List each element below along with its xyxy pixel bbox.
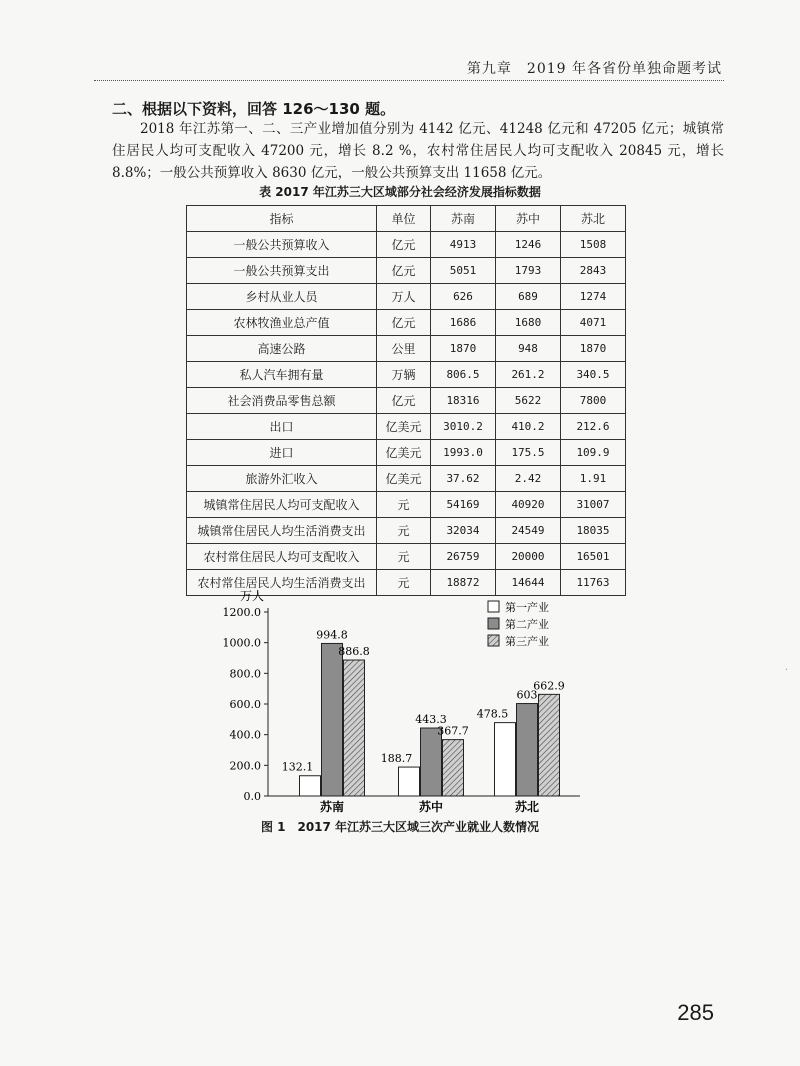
value-cell: 1.91 bbox=[561, 466, 626, 492]
y-tick-label: 600.0 bbox=[229, 698, 261, 711]
section-title: 二、根据以下资料，回答 126～130 题。 bbox=[112, 100, 396, 118]
y-tick-label: 800.0 bbox=[229, 667, 261, 681]
value-cell: 37.62 bbox=[431, 466, 496, 492]
unit-cell: 元 bbox=[377, 544, 431, 570]
bar-value-label: 132.1 bbox=[281, 760, 314, 774]
value-cell: 31007 bbox=[561, 492, 626, 518]
bar-value-label: 603 bbox=[516, 688, 538, 702]
bar-1 bbox=[300, 776, 321, 796]
value-cell: 14644 bbox=[496, 570, 561, 596]
bar-value-label: 367.7 bbox=[437, 724, 469, 738]
unit-cell: 万人 bbox=[377, 284, 431, 310]
indicator-cell: 高速公路 bbox=[187, 336, 377, 362]
table-header-cell: 苏北 bbox=[561, 206, 626, 232]
value-cell: 1870 bbox=[561, 336, 626, 362]
category-label: 苏中 bbox=[418, 800, 444, 814]
indicator-cell: 一般公共预算收入 bbox=[187, 232, 377, 258]
y-tick-label: 0.0 bbox=[243, 790, 261, 803]
value-cell: 16501 bbox=[561, 544, 626, 570]
table-row bbox=[187, 518, 626, 544]
value-cell: 410.2 bbox=[496, 414, 561, 440]
unit-cell: 元 bbox=[377, 570, 431, 596]
legend-label: 第三产业 bbox=[505, 635, 549, 648]
employment-chart bbox=[220, 590, 600, 840]
value-cell: 4913 bbox=[431, 232, 496, 258]
table-row bbox=[187, 492, 626, 518]
value-cell: 1793 bbox=[496, 258, 561, 284]
bar-2 bbox=[517, 704, 538, 796]
table-row bbox=[187, 544, 626, 570]
unit-cell: 亿美元 bbox=[377, 466, 431, 492]
table-title: 表 2017 年江苏三大区域部分社会经济发展指标数据 bbox=[259, 185, 541, 199]
table-header-row bbox=[187, 206, 626, 232]
running-header: 第九章 2019 年各省份单独命题考试 bbox=[466, 61, 722, 77]
indicator-cell: 农村常住居民人均生活消费支出 bbox=[187, 570, 377, 596]
unit-cell: 亿美元 bbox=[377, 414, 431, 440]
unit-cell: 亿美元 bbox=[377, 440, 431, 466]
unit-cell: 亿元 bbox=[377, 258, 431, 284]
value-cell: 18872 bbox=[431, 570, 496, 596]
legend-label: 第二产业 bbox=[505, 618, 549, 631]
indicator-table bbox=[186, 205, 626, 596]
value-cell: 32034 bbox=[431, 518, 496, 544]
chart-caption: 图 1 2017 年江苏三大区域三次产业就业人数情况 bbox=[260, 820, 540, 834]
table-row bbox=[187, 310, 626, 336]
unit-cell: 元 bbox=[377, 492, 431, 518]
value-cell: 1870 bbox=[431, 336, 496, 362]
value-cell: 1246 bbox=[496, 232, 561, 258]
value-cell: 261.2 bbox=[496, 362, 561, 388]
chart-svg bbox=[220, 590, 600, 820]
category-label: 苏南 bbox=[319, 800, 345, 814]
legend-label: 第一产业 bbox=[505, 601, 549, 614]
indicator-cell: 农林牧渔业总产值 bbox=[187, 310, 377, 336]
table-row bbox=[187, 414, 626, 440]
margin-mark: · bbox=[784, 665, 788, 676]
y-tick-label: 400.0 bbox=[229, 728, 261, 742]
value-cell: 175.5 bbox=[496, 440, 561, 466]
value-cell: 3010.2 bbox=[431, 414, 496, 440]
indicator-cell: 农村常住居民人均可支配收入 bbox=[187, 544, 377, 570]
y-tick-label: 1000.0 bbox=[222, 636, 261, 650]
indicator-cell: 社会消费品零售总额 bbox=[187, 388, 377, 414]
table-header-cell: 单位 bbox=[377, 206, 431, 232]
indicator-cell: 城镇常住居民人均可支配收入 bbox=[187, 492, 377, 518]
value-cell: 1274 bbox=[561, 284, 626, 310]
unit-cell: 万辆 bbox=[377, 362, 431, 388]
indicator-cell: 一般公共预算支出 bbox=[187, 258, 377, 284]
bar-1 bbox=[495, 723, 516, 796]
value-cell: 18035 bbox=[561, 518, 626, 544]
bar-value-label: 443.3 bbox=[415, 713, 447, 727]
table-row bbox=[187, 466, 626, 492]
value-cell: 54169 bbox=[431, 492, 496, 518]
value-cell: 948 bbox=[496, 336, 561, 362]
value-cell: 11763 bbox=[561, 570, 626, 596]
indicator-cell: 旅游外汇收入 bbox=[187, 466, 377, 492]
value-cell: 340.5 bbox=[561, 362, 626, 388]
table-body bbox=[187, 232, 626, 596]
value-cell: 1508 bbox=[561, 232, 626, 258]
table-row bbox=[187, 258, 626, 284]
unit-cell: 元 bbox=[377, 518, 431, 544]
value-cell: 626 bbox=[431, 284, 496, 310]
intro-paragraph: 2018 年江苏第一、二、三产业增加值分别为 4142 亿元、41248 亿元和 47205 亿元；城镇常住居民人均可支配收入 47200 元，增长 8.2 %，农村常住居民人均可支配收入 20845 元，增长 8.8%；一般公共预算收入 8630 亿元，一般公共预算支出 11658 亿元。 bbox=[112, 121, 724, 181]
y-tick-label: 200.0 bbox=[229, 759, 261, 773]
value-cell: 1993.0 bbox=[431, 440, 496, 466]
header-rule bbox=[94, 80, 724, 81]
table-row bbox=[187, 440, 626, 466]
legend-swatch bbox=[488, 635, 499, 646]
table-row bbox=[187, 362, 626, 388]
value-cell: 4071 bbox=[561, 310, 626, 336]
value-cell: 1680 bbox=[496, 310, 561, 336]
bar-value-label: 662.9 bbox=[533, 679, 565, 693]
value-cell: 20000 bbox=[496, 544, 561, 570]
bar-value-label: 886.8 bbox=[338, 645, 370, 659]
value-cell: 5051 bbox=[431, 258, 496, 284]
table-header-cell: 苏中 bbox=[496, 206, 561, 232]
bar-value-label: 994.8 bbox=[316, 628, 348, 642]
unit-cell: 公里 bbox=[377, 336, 431, 362]
value-cell: 26759 bbox=[431, 544, 496, 570]
bar-1 bbox=[399, 767, 420, 796]
value-cell: 2843 bbox=[561, 258, 626, 284]
unit-cell: 亿元 bbox=[377, 388, 431, 414]
legend-swatch bbox=[488, 618, 499, 629]
y-axis-label: 万人 bbox=[240, 590, 265, 603]
category-label: 苏北 bbox=[514, 800, 540, 814]
bar-3 bbox=[344, 660, 365, 796]
legend-swatch bbox=[488, 601, 499, 612]
y-tick-label: 1200.0 bbox=[222, 606, 261, 619]
indicator-cell: 进口 bbox=[187, 440, 377, 466]
indicator-cell: 城镇常住居民人均生活消费支出 bbox=[187, 518, 377, 544]
table-header-cell: 苏南 bbox=[431, 206, 496, 232]
unit-cell: 亿元 bbox=[377, 310, 431, 336]
value-cell: 109.9 bbox=[561, 440, 626, 466]
bar-2 bbox=[421, 728, 442, 796]
bar-3 bbox=[443, 740, 464, 796]
indicator-cell: 乡村从业人员 bbox=[187, 284, 377, 310]
unit-cell: 亿元 bbox=[377, 232, 431, 258]
value-cell: 806.5 bbox=[431, 362, 496, 388]
bar-2 bbox=[322, 643, 343, 796]
bar-value-label: 478.5 bbox=[476, 707, 509, 721]
bar-value-label: 188.7 bbox=[380, 752, 413, 766]
indicator-cell: 私人汽车拥有量 bbox=[187, 362, 377, 388]
table-header-cell: 指标 bbox=[187, 206, 377, 232]
table-row bbox=[187, 388, 626, 414]
value-cell: 212.6 bbox=[561, 414, 626, 440]
value-cell: 689 bbox=[496, 284, 561, 310]
table-row bbox=[187, 284, 626, 310]
value-cell: 5622 bbox=[496, 388, 561, 414]
table-row bbox=[187, 336, 626, 362]
value-cell: 1686 bbox=[431, 310, 496, 336]
bar-3 bbox=[539, 694, 560, 796]
value-cell: 24549 bbox=[496, 518, 561, 544]
indicator-cell: 出口 bbox=[187, 414, 377, 440]
value-cell: 2.42 bbox=[496, 466, 561, 492]
value-cell: 40920 bbox=[496, 492, 561, 518]
page-number: 285 bbox=[677, 1000, 714, 1025]
value-cell: 18316 bbox=[431, 388, 496, 414]
value-cell: 7800 bbox=[561, 388, 626, 414]
table-row bbox=[187, 232, 626, 258]
